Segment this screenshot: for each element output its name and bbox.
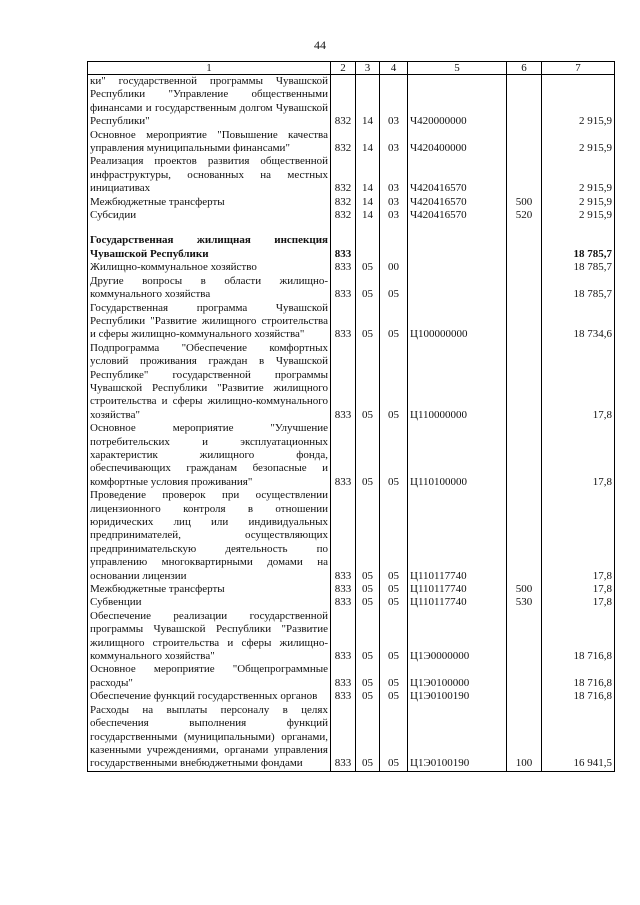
column-header-vr: 6	[507, 62, 542, 75]
table-header-row	[88, 62, 615, 75]
cell-ved: 833	[331, 663, 356, 690]
cell-name: Межбюджетные трансферты	[88, 583, 331, 596]
cell-pr: 05	[380, 422, 408, 489]
cell-rz: 05	[356, 489, 380, 583]
cell-sum: 18 785,7	[542, 234, 615, 261]
cell-vr	[507, 610, 542, 664]
cell-ved: 832	[331, 155, 356, 195]
cell-rz: 05	[356, 704, 380, 772]
cell-csr: Ц1Э0100190	[408, 690, 507, 703]
cell-pr: 05	[380, 489, 408, 583]
cell-sum	[542, 222, 615, 234]
cell-csr: Ц110000000	[408, 342, 507, 422]
cell-csr: Ц1Э0000000	[408, 610, 507, 664]
cell-csr	[408, 234, 507, 261]
cell-rz: 05	[356, 596, 380, 609]
cell-name: Основное мероприятие "Общепрограммные расходы"	[88, 663, 331, 690]
table-row	[88, 704, 615, 772]
cell-vr	[507, 690, 542, 703]
cell-sum: 18 785,7	[542, 275, 615, 302]
column-header-sum: 7	[542, 62, 615, 75]
cell-pr: 05	[380, 302, 408, 342]
cell-name: ки" государственной программы Чувашской Республики "Управление общественными финансами и государственным долгом Чувашской Республики"	[88, 75, 331, 129]
cell-ved: 832	[331, 75, 356, 129]
cell-vr: 500	[507, 196, 542, 209]
table-row	[88, 342, 615, 422]
cell-csr: Ц110117740	[408, 583, 507, 596]
cell-ved: 833	[331, 342, 356, 422]
cell-vr	[507, 75, 542, 129]
cell-ved: 833	[331, 596, 356, 609]
cell-name: Реализация проектов развития общественной инфраструктуры, основанных на местных инициативах	[88, 155, 331, 195]
cell-pr	[380, 234, 408, 261]
cell-pr: 05	[380, 342, 408, 422]
table-row	[88, 690, 615, 703]
cell-name: Основное мероприятие "Улучшение потребительских и эксплуатационных характеристик жилищного фонда, обеспечивающих гражданам безопасные и комфортные условия проживания"	[88, 422, 331, 489]
cell-csr: Ч420000000	[408, 75, 507, 129]
column-header-csr: 5	[408, 62, 507, 75]
cell-pr: 03	[380, 75, 408, 129]
table-row	[88, 129, 615, 156]
cell-sum: 18 734,6	[542, 302, 615, 342]
table-row	[88, 596, 615, 609]
cell-rz	[356, 222, 380, 234]
cell-vr: 530	[507, 596, 542, 609]
cell-rz: 14	[356, 196, 380, 209]
cell-csr: Ч420400000	[408, 129, 507, 156]
cell-vr	[507, 222, 542, 234]
cell-csr: Ц110100000	[408, 422, 507, 489]
cell-pr: 05	[380, 663, 408, 690]
cell-sum: 17,8	[542, 583, 615, 596]
cell-vr: 520	[507, 209, 542, 222]
cell-vr	[507, 422, 542, 489]
cell-rz: 14	[356, 129, 380, 156]
cell-rz: 14	[356, 209, 380, 222]
column-header-name: 1	[88, 62, 331, 75]
cell-sum: 2 915,9	[542, 155, 615, 195]
table-row	[88, 422, 615, 489]
cell-vr	[507, 275, 542, 302]
table-row	[88, 234, 615, 261]
cell-name: Обеспечение реализации государственной программы Чувашской Республики "Развитие жилищного строительства и сферы жилищно-коммунального хозяйства"	[88, 610, 331, 664]
table-row	[88, 302, 615, 342]
cell-csr: Ц110117740	[408, 489, 507, 583]
cell-sum: 17,8	[542, 422, 615, 489]
cell-ved: 833	[331, 583, 356, 596]
cell-ved: 833	[331, 704, 356, 772]
cell-csr: Ц100000000	[408, 302, 507, 342]
cell-pr: 03	[380, 155, 408, 195]
cell-pr: 05	[380, 704, 408, 772]
cell-pr: 05	[380, 583, 408, 596]
cell-rz: 05	[356, 610, 380, 664]
cell-vr	[507, 663, 542, 690]
cell-vr	[507, 155, 542, 195]
column-header-rz: 3	[356, 62, 380, 75]
cell-ved: 832	[331, 209, 356, 222]
cell-pr: 05	[380, 275, 408, 302]
table-row	[88, 75, 615, 129]
cell-vr	[507, 129, 542, 156]
cell-pr: 05	[380, 690, 408, 703]
cell-sum: 18 716,8	[542, 663, 615, 690]
cell-csr: Ч420416570	[408, 196, 507, 209]
cell-name: Государственная жилищная инспекция Чувашской Республики	[88, 234, 331, 261]
cell-sum: 18 716,8	[542, 690, 615, 703]
table-row	[88, 583, 615, 596]
cell-pr	[380, 222, 408, 234]
cell-pr: 00	[380, 261, 408, 274]
cell-pr: 03	[380, 209, 408, 222]
cell-rz: 05	[356, 422, 380, 489]
cell-csr: Ц110117740	[408, 596, 507, 609]
table-row	[88, 610, 615, 664]
cell-ved: 833	[331, 610, 356, 664]
cell-sum: 17,8	[542, 489, 615, 583]
cell-vr	[507, 489, 542, 583]
cell-rz: 05	[356, 261, 380, 274]
cell-vr	[507, 302, 542, 342]
cell-csr: Ч420416570	[408, 155, 507, 195]
cell-rz: 14	[356, 155, 380, 195]
cell-ved	[331, 222, 356, 234]
cell-pr: 05	[380, 596, 408, 609]
cell-name	[88, 222, 331, 234]
table-row	[88, 196, 615, 209]
column-header-pr: 4	[380, 62, 408, 75]
cell-pr: 05	[380, 610, 408, 664]
column-header-ved: 2	[331, 62, 356, 75]
cell-vr	[507, 342, 542, 422]
table-row	[88, 209, 615, 222]
cell-sum: 17,8	[542, 596, 615, 609]
cell-rz: 05	[356, 342, 380, 422]
cell-rz: 14	[356, 75, 380, 129]
cell-rz	[356, 234, 380, 261]
cell-sum: 2 915,9	[542, 196, 615, 209]
budget-table	[87, 61, 615, 772]
cell-vr	[507, 261, 542, 274]
cell-name: Расходы на выплаты персоналу в целях обеспечения выполнения функций государственными (муниципальными) органами, казенными учреждениями, органами управления государственными внебюджетными фондами	[88, 704, 331, 772]
cell-ved: 833	[331, 302, 356, 342]
cell-name: Подпрограмма "Обеспечение комфортных условий проживания граждан в Чувашской Республике" государственной программы Чувашской Республики "Развитие жилищного строительства и сферы жилищно-коммунального хозяйства"	[88, 342, 331, 422]
cell-pr: 03	[380, 129, 408, 156]
cell-ved: 832	[331, 129, 356, 156]
cell-ved: 833	[331, 234, 356, 261]
cell-csr: Ц1Э0100000	[408, 663, 507, 690]
cell-vr: 100	[507, 704, 542, 772]
table-row	[88, 663, 615, 690]
cell-sum: 2 915,9	[542, 129, 615, 156]
table-row	[88, 489, 615, 583]
cell-ved: 833	[331, 489, 356, 583]
cell-sum: 16 941,5	[542, 704, 615, 772]
cell-name: Жилищно-коммунальное хозяйство	[88, 261, 331, 274]
cell-rz: 05	[356, 583, 380, 596]
cell-sum: 2 915,9	[542, 75, 615, 129]
cell-vr: 500	[507, 583, 542, 596]
cell-ved: 833	[331, 690, 356, 703]
page-number: 44	[314, 38, 326, 52]
cell-rz: 05	[356, 690, 380, 703]
cell-csr	[408, 261, 507, 274]
cell-name: Государственная программа Чувашской Республики "Развитие жилищного строительства и сферы жилищно-коммунального хозяйства"	[88, 302, 331, 342]
cell-ved: 833	[331, 422, 356, 489]
cell-csr	[408, 275, 507, 302]
cell-name: Межбюджетные трансферты	[88, 196, 331, 209]
cell-ved: 833	[331, 275, 356, 302]
cell-rz: 05	[356, 663, 380, 690]
cell-name: Проведение проверок при осуществлении лицензионного контроля в отношении юридических лиц или индивидуальных предпринимателей, осуществляющих предпринимательскую деятельность по управлению многоквартирными домами на основании лицензии	[88, 489, 331, 583]
cell-ved: 833	[331, 261, 356, 274]
cell-sum: 18 716,8	[542, 610, 615, 664]
table-row	[88, 275, 615, 302]
cell-name: Обеспечение функций государственных органов	[88, 690, 331, 703]
cell-sum: 17,8	[542, 342, 615, 422]
cell-sum: 2 915,9	[542, 209, 615, 222]
cell-pr: 03	[380, 196, 408, 209]
table-row	[88, 261, 615, 274]
cell-csr: Ц1Э0100190	[408, 704, 507, 772]
cell-name: Другие вопросы в области жилищно-коммунального хозяйства	[88, 275, 331, 302]
cell-csr: Ч420416570	[408, 209, 507, 222]
cell-rz: 05	[356, 275, 380, 302]
cell-name: Субвенции	[88, 596, 331, 609]
table-row	[88, 222, 615, 234]
cell-sum: 18 785,7	[542, 261, 615, 274]
cell-vr	[507, 234, 542, 261]
cell-name: Субсидии	[88, 209, 331, 222]
cell-rz: 05	[356, 302, 380, 342]
cell-ved: 832	[331, 196, 356, 209]
cell-name: Основное мероприятие "Повышение качества управления муниципальными финансами"	[88, 129, 331, 156]
cell-csr	[408, 222, 507, 234]
table-row	[88, 155, 615, 195]
